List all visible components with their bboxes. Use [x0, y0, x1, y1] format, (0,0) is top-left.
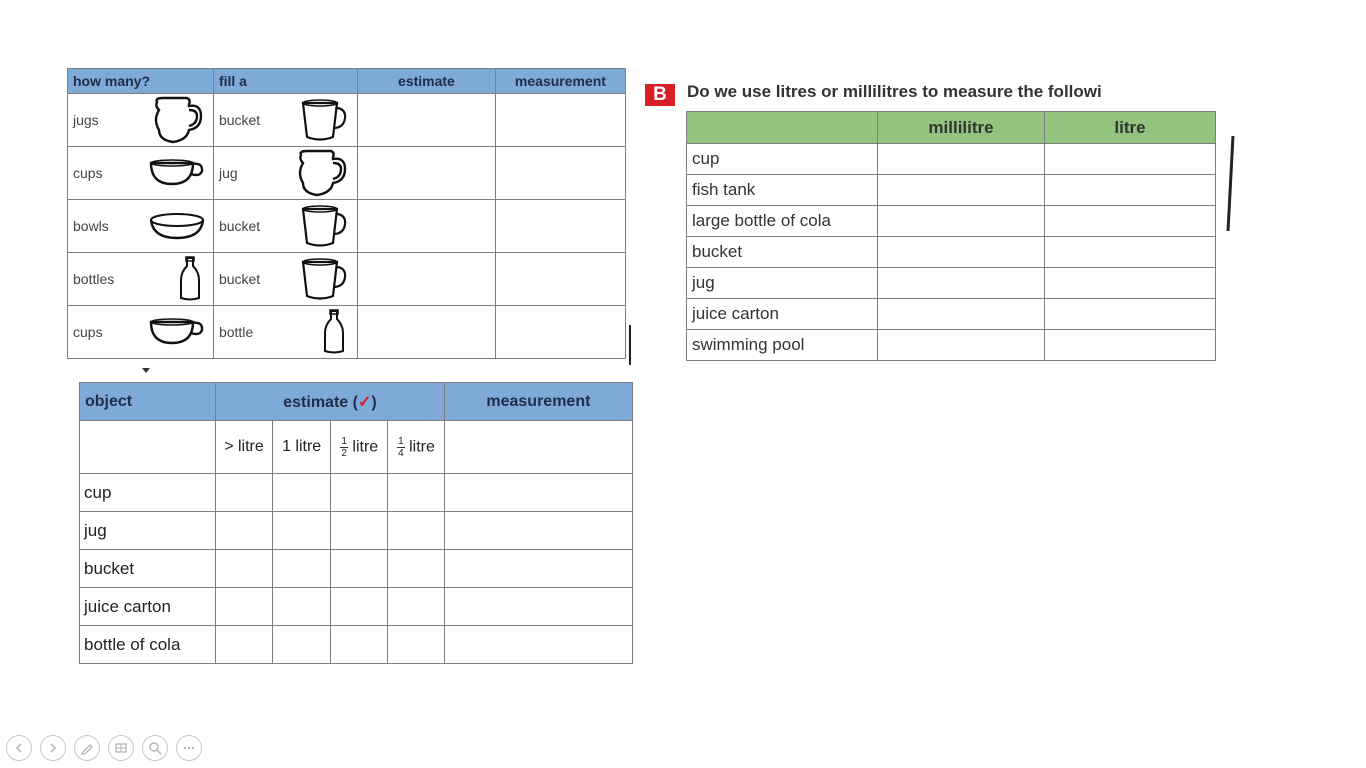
millilitre-cell[interactable]	[878, 268, 1045, 299]
estimate-cell[interactable]	[357, 306, 495, 359]
measurement-cell[interactable]	[495, 306, 625, 359]
header-estimate: estimate	[357, 69, 495, 94]
subheader-row	[80, 421, 633, 474]
table-row	[687, 330, 1216, 361]
table-row	[68, 147, 626, 200]
estimate-cell[interactable]	[331, 474, 388, 512]
more-icon	[182, 741, 196, 755]
section-b-question: Do we use litres or millilitres to measure the followi	[687, 82, 1102, 101]
fill-label: bucket	[218, 218, 261, 234]
object-label: cup	[80, 474, 216, 512]
zoom-button[interactable]	[142, 735, 168, 761]
measurement-cell[interactable]	[495, 200, 625, 253]
measurement-cell[interactable]	[444, 550, 632, 588]
header-litre: litre	[1045, 112, 1216, 144]
estimate-close: )	[371, 393, 377, 411]
subheader-blank	[80, 421, 216, 474]
header-estimate	[216, 383, 445, 421]
object-label: jug	[80, 512, 216, 550]
small-arrow-mark	[142, 368, 150, 373]
header-how-many: how many?	[68, 69, 214, 94]
zoom-icon	[148, 741, 162, 755]
fill-label: bottle	[218, 324, 254, 340]
jug-icon	[149, 96, 205, 144]
table-row	[80, 474, 633, 512]
object-label: jug	[687, 268, 878, 299]
table-row	[687, 206, 1216, 237]
estimate-cell[interactable]	[388, 512, 445, 550]
tick-icon: ✓	[357, 393, 372, 411]
litre-cell[interactable]	[1045, 299, 1216, 330]
header-object: object	[80, 383, 216, 421]
estimate-cell[interactable]	[357, 253, 495, 306]
subheader-one-litre: 1 litre	[272, 421, 331, 474]
estimate-cell[interactable]	[272, 626, 331, 664]
fill-label: bucket	[218, 271, 261, 287]
millilitre-cell[interactable]	[878, 330, 1045, 361]
table-row	[687, 237, 1216, 268]
units-table	[686, 111, 1216, 361]
header-fill-a: fill a	[213, 69, 357, 94]
table-row	[68, 253, 626, 306]
estimate-cell[interactable]	[216, 626, 273, 664]
measurement-cell[interactable]	[495, 147, 625, 200]
bottle-icon	[319, 309, 349, 355]
object-label: fish tank	[687, 175, 878, 206]
cup-icon	[149, 317, 205, 347]
fill-label: bucket	[218, 112, 261, 128]
pen-button[interactable]	[74, 735, 100, 761]
subheader-more-than-litre: > litre	[216, 421, 273, 474]
table-row	[80, 626, 633, 664]
millilitre-cell[interactable]	[878, 206, 1045, 237]
object-label: swimming pool	[687, 330, 878, 361]
object-label: large bottle of cola	[687, 206, 878, 237]
table-row	[687, 175, 1216, 206]
slideshow-toolbar	[6, 735, 202, 761]
header-measurement: measurement	[495, 69, 625, 94]
estimate-cell[interactable]	[272, 474, 331, 512]
margin-stroke	[1227, 136, 1235, 231]
measurement-cell[interactable]	[444, 512, 632, 550]
estimate-cell[interactable]	[272, 588, 331, 626]
millilitre-cell[interactable]	[878, 175, 1045, 206]
litre-cell[interactable]	[1045, 144, 1216, 175]
estimate-cell[interactable]	[272, 512, 331, 550]
estimate-cell[interactable]	[216, 588, 273, 626]
table-row	[68, 200, 626, 253]
item-label: cups	[73, 165, 103, 181]
bucket-icon	[299, 204, 349, 248]
estimate-cell[interactable]	[388, 626, 445, 664]
estimate-cell[interactable]	[331, 626, 388, 664]
estimate-cell[interactable]	[331, 550, 388, 588]
header-millilitre: millilitre	[878, 112, 1045, 144]
litre-cell[interactable]	[1045, 206, 1216, 237]
item-label: cups	[73, 324, 103, 340]
measurement-cell[interactable]	[495, 253, 625, 306]
litre-cell[interactable]	[1045, 330, 1216, 361]
bucket-icon	[299, 98, 349, 142]
table-row	[687, 299, 1216, 330]
bowl-icon	[149, 211, 205, 241]
table-row	[80, 588, 633, 626]
estimate-cell[interactable]	[331, 588, 388, 626]
estimate-cell[interactable]	[388, 588, 445, 626]
litre-cell[interactable]	[1045, 268, 1216, 299]
fill-estimate-table	[67, 68, 626, 359]
estimate-cell[interactable]	[216, 474, 273, 512]
millilitre-cell[interactable]	[878, 237, 1045, 268]
estimate-label: estimate (	[283, 393, 358, 411]
bottle-icon	[175, 256, 205, 302]
table-row	[687, 144, 1216, 175]
object-label: bucket	[80, 550, 216, 588]
subheader-half-litre: $\frac{1}{2}$ litre	[331, 421, 388, 474]
estimate-cell[interactable]	[357, 94, 495, 147]
next-icon	[47, 742, 59, 754]
litre-cell[interactable]	[1045, 237, 1216, 268]
litre-estimate-table	[79, 382, 633, 664]
millilitre-cell[interactable]	[878, 144, 1045, 175]
cup-icon	[149, 158, 205, 188]
estimate-cell[interactable]	[216, 512, 273, 550]
half-fraction: $\frac{1}{2}$	[341, 435, 347, 459]
slides-icon	[114, 741, 128, 755]
object-label: bottle of cola	[80, 626, 216, 664]
object-label: bucket	[687, 237, 878, 268]
item-label: jugs	[73, 112, 99, 128]
fill-label: jug	[218, 165, 238, 181]
estimate-cell[interactable]	[357, 200, 495, 253]
table-row	[68, 306, 626, 359]
estimate-cell[interactable]	[331, 512, 388, 550]
measurement-cell[interactable]	[495, 94, 625, 147]
estimate-cell[interactable]	[388, 474, 445, 512]
quarter-fraction: $\frac{1}{4}$	[398, 435, 404, 459]
header-measurement: measurement	[444, 383, 632, 421]
item-label: bowls	[73, 218, 109, 234]
margin-line	[629, 325, 631, 365]
millilitre-cell[interactable]	[878, 299, 1045, 330]
estimate-cell[interactable]	[216, 550, 273, 588]
header-blank	[687, 112, 878, 144]
estimate-cell[interactable]	[272, 550, 331, 588]
estimate-cell[interactable]	[388, 550, 445, 588]
previous-icon	[13, 742, 25, 754]
bucket-icon	[299, 257, 349, 301]
table-row	[80, 512, 633, 550]
measurement-cell[interactable]	[444, 588, 632, 626]
table-row	[80, 550, 633, 588]
object-label: juice carton	[687, 299, 878, 330]
pen-icon	[80, 741, 94, 755]
slides-button[interactable]	[108, 735, 134, 761]
section-b-badge: B	[645, 84, 675, 106]
estimate-cell[interactable]	[357, 147, 495, 200]
more-options-button[interactable]	[176, 735, 202, 761]
subheader-quarter-litre: $\frac{1}{4}$ litre	[388, 421, 445, 474]
measurement-cell[interactable]	[444, 626, 632, 664]
table-row	[687, 268, 1216, 299]
subheader-blank-measurement	[444, 421, 632, 474]
previous-button[interactable]	[6, 735, 32, 761]
jug-icon	[293, 149, 349, 197]
table-row	[68, 94, 626, 147]
item-label: bottles	[73, 271, 115, 287]
measurement-cell[interactable]	[444, 474, 632, 512]
object-label: cup	[687, 144, 878, 175]
litre-cell[interactable]	[1045, 175, 1216, 206]
next-button[interactable]	[40, 735, 66, 761]
object-label: juice carton	[80, 588, 216, 626]
